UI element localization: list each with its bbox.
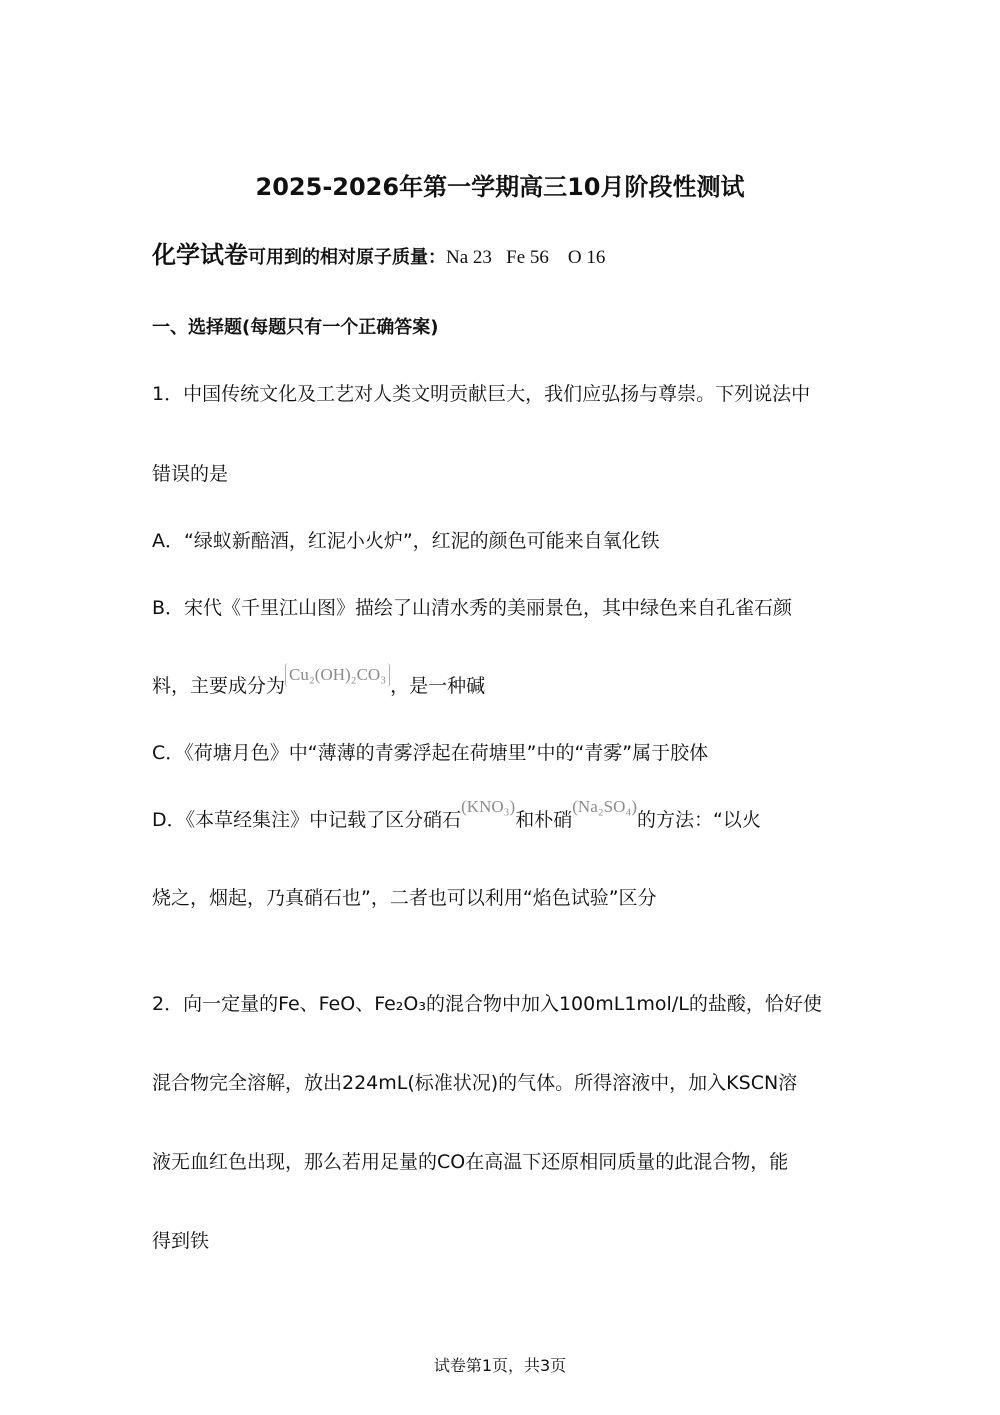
q2-line1: 2．向一定量的Fe、FeO、Fe₂O₃的混合物中加入100mL1mol/L的盐酸，恰好使 xyxy=(152,993,822,1015)
option-d-text-post: 的方法：“以火 xyxy=(636,809,761,831)
q2-line3: 液无血红色出现，那么若用足量的CO在高温下还原相同质量的此混合物，能 xyxy=(152,1151,789,1173)
option-b-text-post: ，是一种碱 xyxy=(390,675,486,697)
q1-stem-line1: 1．中国传统文化及工艺对人类文明贡献巨大，我们应弘扬与尊崇。下列说法中 xyxy=(152,383,811,405)
q1-option-a: A．“绿蚁新醅酒，红泥小火炉”，红泥的颜色可能来自氧化铁 xyxy=(152,530,660,552)
formula-kno3: (KNO₃) xyxy=(461,797,516,816)
atomic-mass-values: Na 23 Fe 56 O 16 xyxy=(446,247,606,268)
option-b-text-pre: 料，主要成分为 xyxy=(152,675,286,697)
formula-na2so4: (Na₂SO₄) xyxy=(572,797,637,816)
page-footer: 试卷第1页，共3页 xyxy=(433,1356,567,1375)
q1-option-c: C．《荷塘月色》中“薄薄的青雾浮起在荷塘里”中的“青雾”属于胶体 xyxy=(152,742,709,764)
subject-line xyxy=(152,243,605,270)
option-d-text-mid: 和朴硝 xyxy=(515,809,573,831)
section-heading: 一、选择题(每题只有一个正确答案) xyxy=(152,317,439,338)
q2-line4: 得到铁 xyxy=(152,1230,210,1252)
q1-option-b-line1: B．宋代《千里江山图》描绘了山清水秀的美丽景色，其中绿色来自孔雀石颜 xyxy=(152,597,793,619)
q1-option-d-line2: 烧之，烟起，乃真硝石也”，二者也可以利用“焰色试验”区分 xyxy=(152,887,657,909)
formula-malachite: Cu₂(OH)₂CO₃ xyxy=(285,663,390,687)
exam-title: 2025-2026年第一学期高三10月阶段性测试 xyxy=(255,173,745,201)
q1-stem-line2: 错误的是 xyxy=(152,463,229,485)
q1-option-d-line1 xyxy=(152,797,761,833)
subject-name: 化学试卷 xyxy=(152,241,248,269)
q2-line2: 混合物完全溶解，放出224mL(标准状况)的气体。所得溶液中，加入KSCN溶 xyxy=(152,1072,798,1094)
q1-option-b-line2 xyxy=(152,665,486,699)
atomic-mass-label: 可用到的相对原子质量： xyxy=(248,247,446,268)
option-d-text-pre: D．《本草经集注》中记载了区分硝石 xyxy=(152,809,462,831)
